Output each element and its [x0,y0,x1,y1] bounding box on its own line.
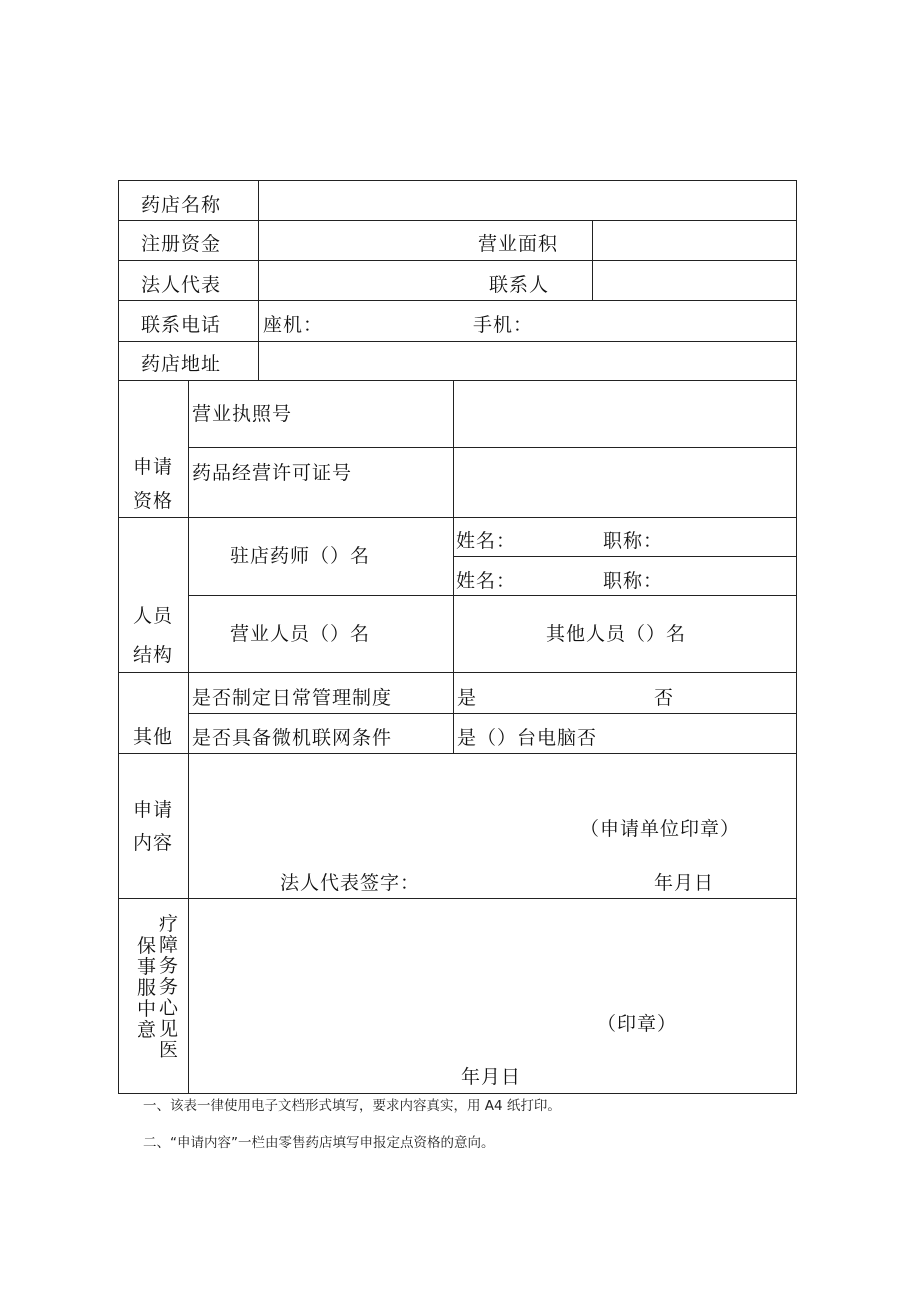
border-left [118,180,119,1094]
business-license-label: 营业执照号 [192,403,293,425]
border-right [796,180,797,1094]
center-seal: （印章） [597,1013,678,1035]
qualification-label-1: 申请 [133,456,174,478]
pharmacy-name-label: 药店名称 [141,194,222,216]
footnote-1: 一、该表一律使用电子文档形式填写，要求内容真实，用 A4 纸打印。 [143,1098,561,1114]
col-line [453,380,454,753]
title-label-1: 职称： [603,530,664,552]
address-label: 药店地址 [141,353,222,375]
row-line [118,517,797,518]
mgmt-system-question: 是否制定日常管理制度 [192,687,393,709]
row-line [118,260,797,261]
row-line [188,713,797,714]
row-line [453,556,797,557]
row-line [188,595,797,596]
footnote-2: 二、“申请内容”一栏由零售药店填写申报定点资格的意向。 [143,1135,495,1151]
row-line [118,220,797,221]
mgmt-yes: 是 [457,687,478,709]
name-label-2: 姓名： [456,570,517,592]
other-staff-label: 其他人员（）名 [546,623,687,645]
title-label-2: 职称： [603,570,664,592]
drug-permit-label: 药品经营许可证号 [192,462,353,484]
legal-rep-label: 法人代表 [141,274,222,296]
network-answer: 是（）台电脑否 [457,727,598,749]
staff-label-2: 结构 [133,644,174,666]
network-question: 是否具备微机联网条件 [192,727,393,749]
legal-rep-signature: 法人代表签字： [280,872,421,894]
other-label: 其他 [133,726,174,748]
col-line [592,220,593,300]
registered-capital-label: 注册资金 [141,233,222,255]
border-top [118,180,797,181]
contact-person-label: 联系人 [489,274,550,296]
center-opinion-label-col1: 保 事 服 中 意 [136,935,156,1041]
center-date: 年月日 [461,1066,522,1088]
row-line [118,380,797,381]
row-line [118,672,797,673]
application-label-2: 内容 [133,832,174,854]
phone-label: 联系电话 [141,314,222,336]
landline-label: 座机： [263,314,324,336]
row-line [118,341,797,342]
center-opinion-label-col2: 疗 障 务 务 心 见 医 [158,913,178,1061]
col-line [258,180,259,380]
col-line [188,380,189,1094]
row-line [118,753,797,754]
applicant-seal: （申请单位印章） [580,818,741,840]
mgmt-no: 否 [654,687,675,709]
row-line [118,898,797,899]
row-line [188,447,797,448]
staff-label-1: 人员 [133,605,174,627]
application-date: 年月日 [654,872,715,894]
mobile-label: 手机： [473,314,534,336]
business-area-label: 营业面积 [478,233,559,255]
border-bottom [118,1093,797,1094]
pharmacist-label: 驻店药师（）名 [230,545,371,567]
application-label-1: 申请 [133,799,174,821]
row-line [118,300,797,301]
qualification-label-2: 资格 [133,490,174,512]
sales-staff-label: 营业人员（）名 [230,623,371,645]
name-label-1: 姓名： [456,530,517,552]
